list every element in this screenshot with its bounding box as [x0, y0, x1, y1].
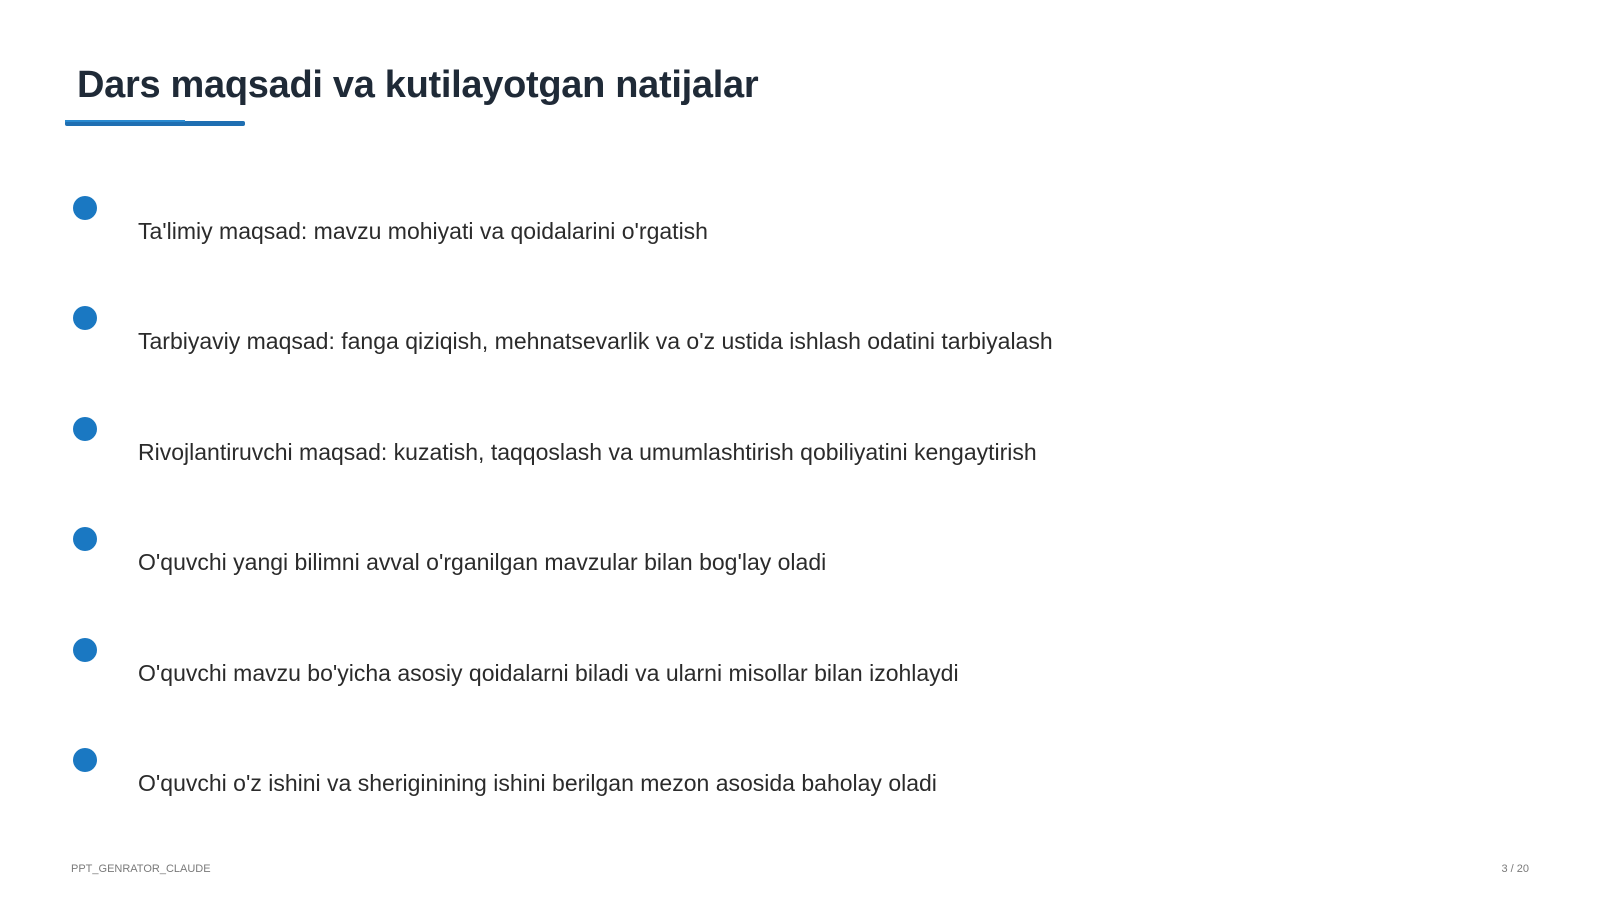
bullet-item	[72, 527, 1472, 587]
bullet-dot-icon	[73, 417, 97, 441]
bullet-text: Rivojlantiruvchi maqsad: kuzatish, taqqoslash va umumlashtirish qobiliyatini kengaytirish	[138, 439, 1037, 465]
bullet-dot-icon	[73, 306, 97, 330]
bullet-dot-icon	[73, 638, 97, 662]
bullet-dot-icon	[73, 748, 97, 772]
title-underline-accent	[65, 120, 185, 122]
page-number: 3 / 20	[1501, 863, 1529, 875]
slide-title: Dars maqsadi va kutilayotgan natijalar	[77, 64, 759, 106]
bullet-item	[72, 638, 1472, 698]
bullet-item	[72, 748, 1472, 808]
bullet-text: O'quvchi mavzu bo'yicha asosiy qoidalarni biladi va ularni misollar bilan izohlaydi	[138, 660, 959, 686]
bullet-dot-icon	[73, 196, 97, 220]
bullet-item	[72, 306, 1472, 366]
bullet-dot-icon	[73, 527, 97, 551]
footer-generator-label: PPT_GENRATOR_CLAUDE	[71, 863, 211, 875]
bullet-text: O'quvchi o'z ishini va sheriginining ishini berilgan mezon asosida baholay oladi	[138, 770, 937, 796]
bullet-text: Tarbiyaviy maqsad: fanga qiziqish, mehnatsevarlik va o'z ustida ishlash odatini tarbiyalash	[138, 328, 1053, 354]
bullet-text: Ta'limiy maqsad: mavzu mohiyati va qoidalarini o'rgatish	[138, 218, 708, 244]
bullet-item	[72, 196, 1472, 256]
bullet-text: O'quvchi yangi bilimni avval o'rganilgan mavzular bilan bog'lay oladi	[138, 549, 827, 575]
bullet-item	[72, 417, 1472, 477]
